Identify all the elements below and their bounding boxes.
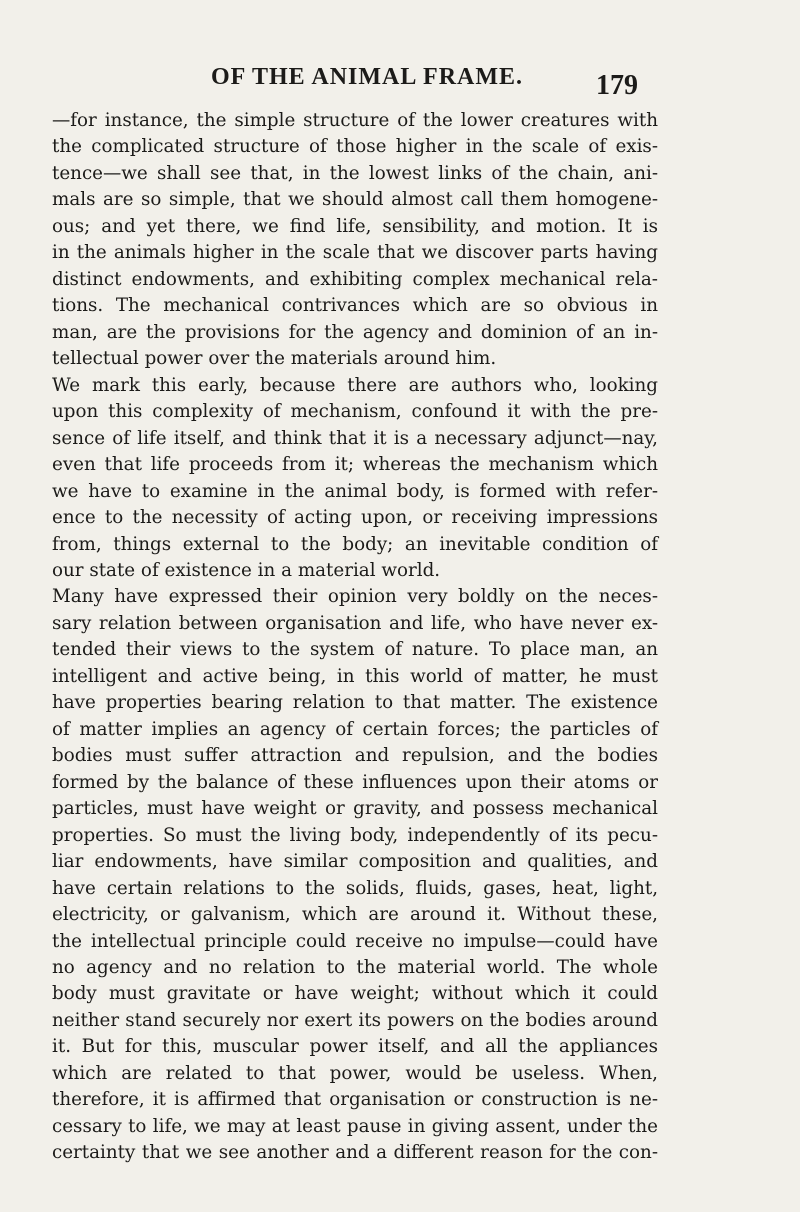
text-line: man, are the provisions for the agency and dominion of an in- xyxy=(52,321,658,343)
page-number: 179 xyxy=(596,70,638,101)
running-title: OF THE ANIMAL FRAME. xyxy=(211,64,524,90)
text-line: electricity, or galvanism, which are around it. Without these, xyxy=(52,904,658,926)
text-line: ous; and yet there, we find life, sensibility, and motion. It is xyxy=(52,215,658,237)
text-line: certainty that we see another and a different reason for the con- xyxy=(52,1142,658,1164)
text-line: therefore, it is affirmed that organisation or construction is ne- xyxy=(52,1089,658,1111)
text-line: of matter implies an agency of certain forces; the particles of xyxy=(52,718,658,740)
text-line: distinct endowments, and exhibiting complex mechanical rela- xyxy=(52,268,658,290)
text-line: tellectual power over the materials around him. xyxy=(52,348,497,370)
text-line: sary relation between organisation and life, who have never ex- xyxy=(52,612,658,634)
text-line: intelligent and active being, in this world of matter, he must xyxy=(52,665,658,687)
text-line: liar endowments, have similar composition and qualities, and xyxy=(52,851,658,873)
text-line: neither stand securely nor exert its powers on the bodies around xyxy=(52,1009,658,1031)
text-line: We mark this early, because there are authors who, looking xyxy=(52,374,658,396)
text-line: our state of existence in a material world. xyxy=(52,559,441,581)
text-line: tions. The mechanical contrivances which are so obvious in xyxy=(52,295,658,317)
text-line: the complicated structure of those higher in the scale of exis- xyxy=(52,136,658,158)
text-line: —for instance, the simple structure of the lower creatures with xyxy=(52,110,658,131)
body-text xyxy=(52,108,658,1167)
text-line: from, things external to the body; an inevitable condition of xyxy=(52,533,658,555)
text-line: have certain relations to the solids, fluids, gases, heat, light, xyxy=(52,877,658,899)
text-line: body must gravitate or have weight; without which it could xyxy=(52,983,658,1005)
text-line: sence of life itself, and think that it is a necessary adjunct—nay, xyxy=(52,427,658,449)
text-line: even that life proceeds from it; whereas the mechanism which xyxy=(52,454,658,476)
text-line: bodies must suffer attraction and repulsion, and the bodies xyxy=(52,745,658,767)
text-line: mals are so simple, that we should almost call them homogene- xyxy=(52,189,658,211)
text-line: particles, must have weight or gravity, and possess mechanical xyxy=(52,798,658,820)
text-line: no agency and no relation to the material world. The whole xyxy=(52,957,658,978)
text-line: tence—we shall see that, in the lowest links of the chain, ani- xyxy=(52,162,658,184)
text-line: we have to examine in the animal body, is formed with refer- xyxy=(52,480,658,502)
text-line: tended their views to the system of nature. To place man, an xyxy=(52,639,658,661)
text-line: it. But for this, muscular power itself, and all the appliances xyxy=(52,1036,658,1058)
text-line: upon this complexity of mechanism, confound it with the pre- xyxy=(52,401,658,423)
text-line: the intellectual principle could receive no impulse—could have xyxy=(52,930,658,952)
text-line: properties. So must the living body, independently of its pecu- xyxy=(52,824,658,846)
text-line: formed by the balance of these influences upon their atoms or xyxy=(52,771,658,793)
text-line: Many have expressed their opinion very boldly on the neces- xyxy=(52,586,658,608)
text-line: cessary to life, we may at least pause in giving assent, under the xyxy=(52,1115,658,1137)
text-line: ence to the necessity of acting upon, or receiving impressions xyxy=(52,507,658,529)
text-line: in the animals higher in the scale that we discover parts having xyxy=(52,242,658,264)
text-line: which are related to that power, would be useless. When, xyxy=(52,1062,658,1084)
text-line: have properties bearing relation to that matter. The existence xyxy=(52,692,658,714)
